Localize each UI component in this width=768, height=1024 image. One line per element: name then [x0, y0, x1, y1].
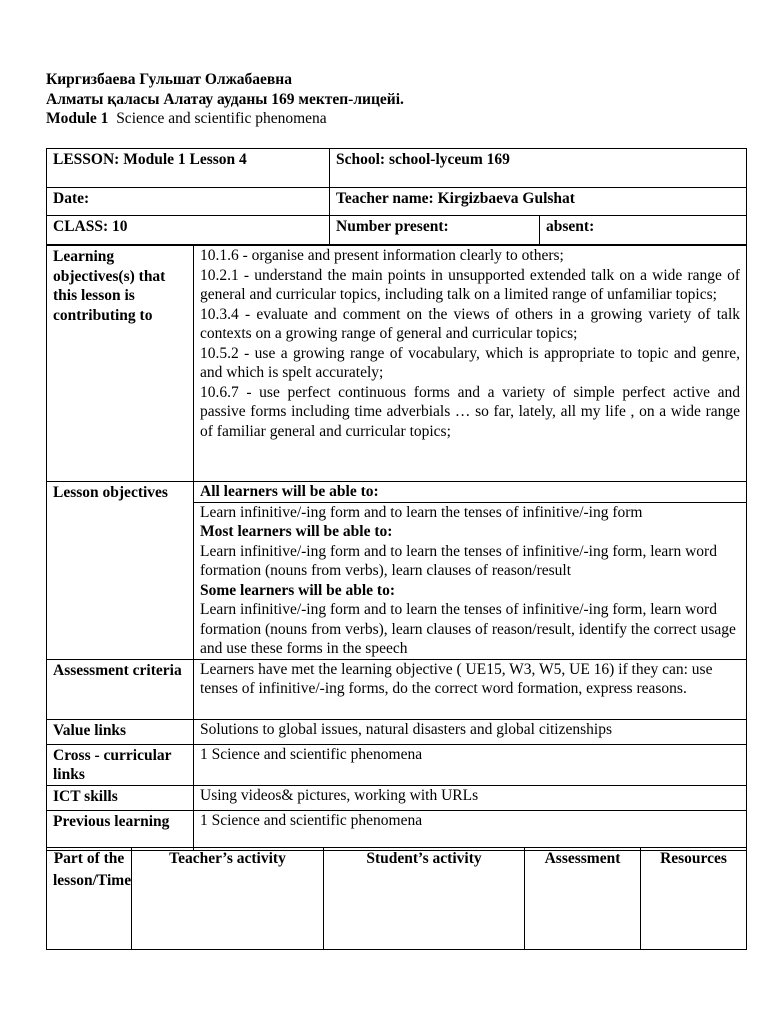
date-cell: Date:	[47, 188, 330, 216]
objective-item: 10.6.7 - use perfect continuous forms and a variety of simple perfect active and passive forms including time adverbials … so far, lately, all my life , on a wide range of familiar general and curricular topics;	[200, 383, 740, 440]
number-present-cell: Number present:	[330, 216, 540, 245]
part-of-lesson-header: Part of the lesson/Time	[47, 848, 132, 950]
cross-curricular-text: 1 Science and scientific phenomena	[194, 744, 747, 785]
objective-item: 10.2.1 - understand the main points in unsupported extended talk on a wide range of general and curricular topics, including talk on a limited range of unfamiliar topics;	[200, 266, 740, 303]
objective-item: 10.1.6 - organise and present information clearly to others;	[200, 247, 564, 264]
objectives-label: Learning objectives(s) that this lesson is contributing to	[47, 246, 194, 482]
table-row	[47, 785, 747, 810]
some-learners-heading: Some learners will be able to:	[200, 581, 396, 599]
most-learners-text: Learn infinitive/-ing form and to learn the tenses of infinitive/-ing form, learn word formation (nouns from verbs), learn clauses of reason/result	[200, 542, 717, 579]
value-links-text: Solutions to global issues, natural disasters and global citizenships	[194, 719, 747, 744]
lesson-objectives-label: Lesson objectives	[47, 482, 194, 660]
table-row	[47, 719, 747, 744]
cross-curricular-label: Cross - curricular links	[47, 744, 194, 785]
previous-learning-text: 1 Science and scientific phenomena	[194, 810, 747, 850]
objective-item: 10.5.2 - use a growing range of vocabulary, which is appropriate to topic and genre, and which is spelt accurately;	[200, 344, 740, 381]
absent-cell: absent:	[540, 216, 747, 245]
resources-header: Resources	[641, 848, 747, 950]
document-header	[46, 70, 404, 129]
assessment-criteria-label: Assessment criteria	[47, 659, 194, 719]
table-row	[47, 659, 747, 719]
objectives-cell	[194, 246, 747, 482]
class-cell: CLASS: 10	[47, 216, 330, 245]
student-activity-header: Student’s activity	[324, 848, 525, 950]
table-row	[47, 744, 747, 785]
some-learners-text: Learn infinitive/-ing form and to learn the tenses of infinitive/-ing form, learn word formation (nouns from verbs), learn clauses of reason/result, identify the correct usage and use these forms in the speech	[200, 601, 736, 657]
lesson-stages-table	[46, 847, 747, 950]
table-row	[47, 188, 747, 216]
author-name: Киргизбаева Гульшат Олжабаевна	[46, 71, 292, 88]
ict-skills-label: ICT skills	[47, 785, 194, 810]
table-row	[47, 482, 747, 503]
objective-item: 10.3.4 - evaluate and comment on the views of others in a growing variety of talk contexts on a growing range of general and curricular topics;	[200, 305, 740, 342]
value-links-label: Value links	[47, 719, 194, 744]
lesson-info-table	[46, 148, 747, 245]
school-cell: School: school-lyceum 169	[330, 149, 747, 188]
module-title: Science and scientific phenomena	[116, 110, 327, 127]
lesson-objectives-cell	[194, 502, 747, 659]
table-row	[47, 246, 747, 482]
lesson-plan-table	[46, 245, 747, 851]
assessment-criteria-text: Learners have met the learning objective ( UE15, W3, W5, UE 16) if they can: use tenses of infinitive/-ing forms, do the correct word formation, express reasons.	[194, 659, 747, 719]
ict-skills-text: Using videos& pictures, working with URLs	[194, 785, 747, 810]
table-row	[47, 149, 747, 188]
school-line: Алматы қаласы Алатау ауданы 169 мектеп-лицейі.	[46, 90, 404, 108]
table-row	[47, 216, 747, 245]
assessment-header: Assessment	[525, 848, 641, 950]
most-learners-heading: Most learners will be able to:	[200, 523, 393, 540]
previous-learning-label: Previous learning	[47, 810, 194, 850]
module-label: Module 1	[46, 110, 109, 127]
all-learners-text: Learn infinitive/-ing form and to learn the tenses of infinitive/-ing form	[200, 503, 643, 521]
teacher-activity-header: Teacher’s activity	[132, 848, 324, 950]
table-row	[47, 810, 747, 850]
all-learners-heading: All learners will be able to:	[194, 482, 747, 503]
module-line	[46, 109, 404, 129]
lesson-cell: LESSON: Module 1 Lesson 4	[47, 149, 330, 188]
table-row	[47, 848, 747, 950]
teacher-name-cell: Teacher name: Kirgizbaeva Gulshat	[330, 188, 747, 216]
